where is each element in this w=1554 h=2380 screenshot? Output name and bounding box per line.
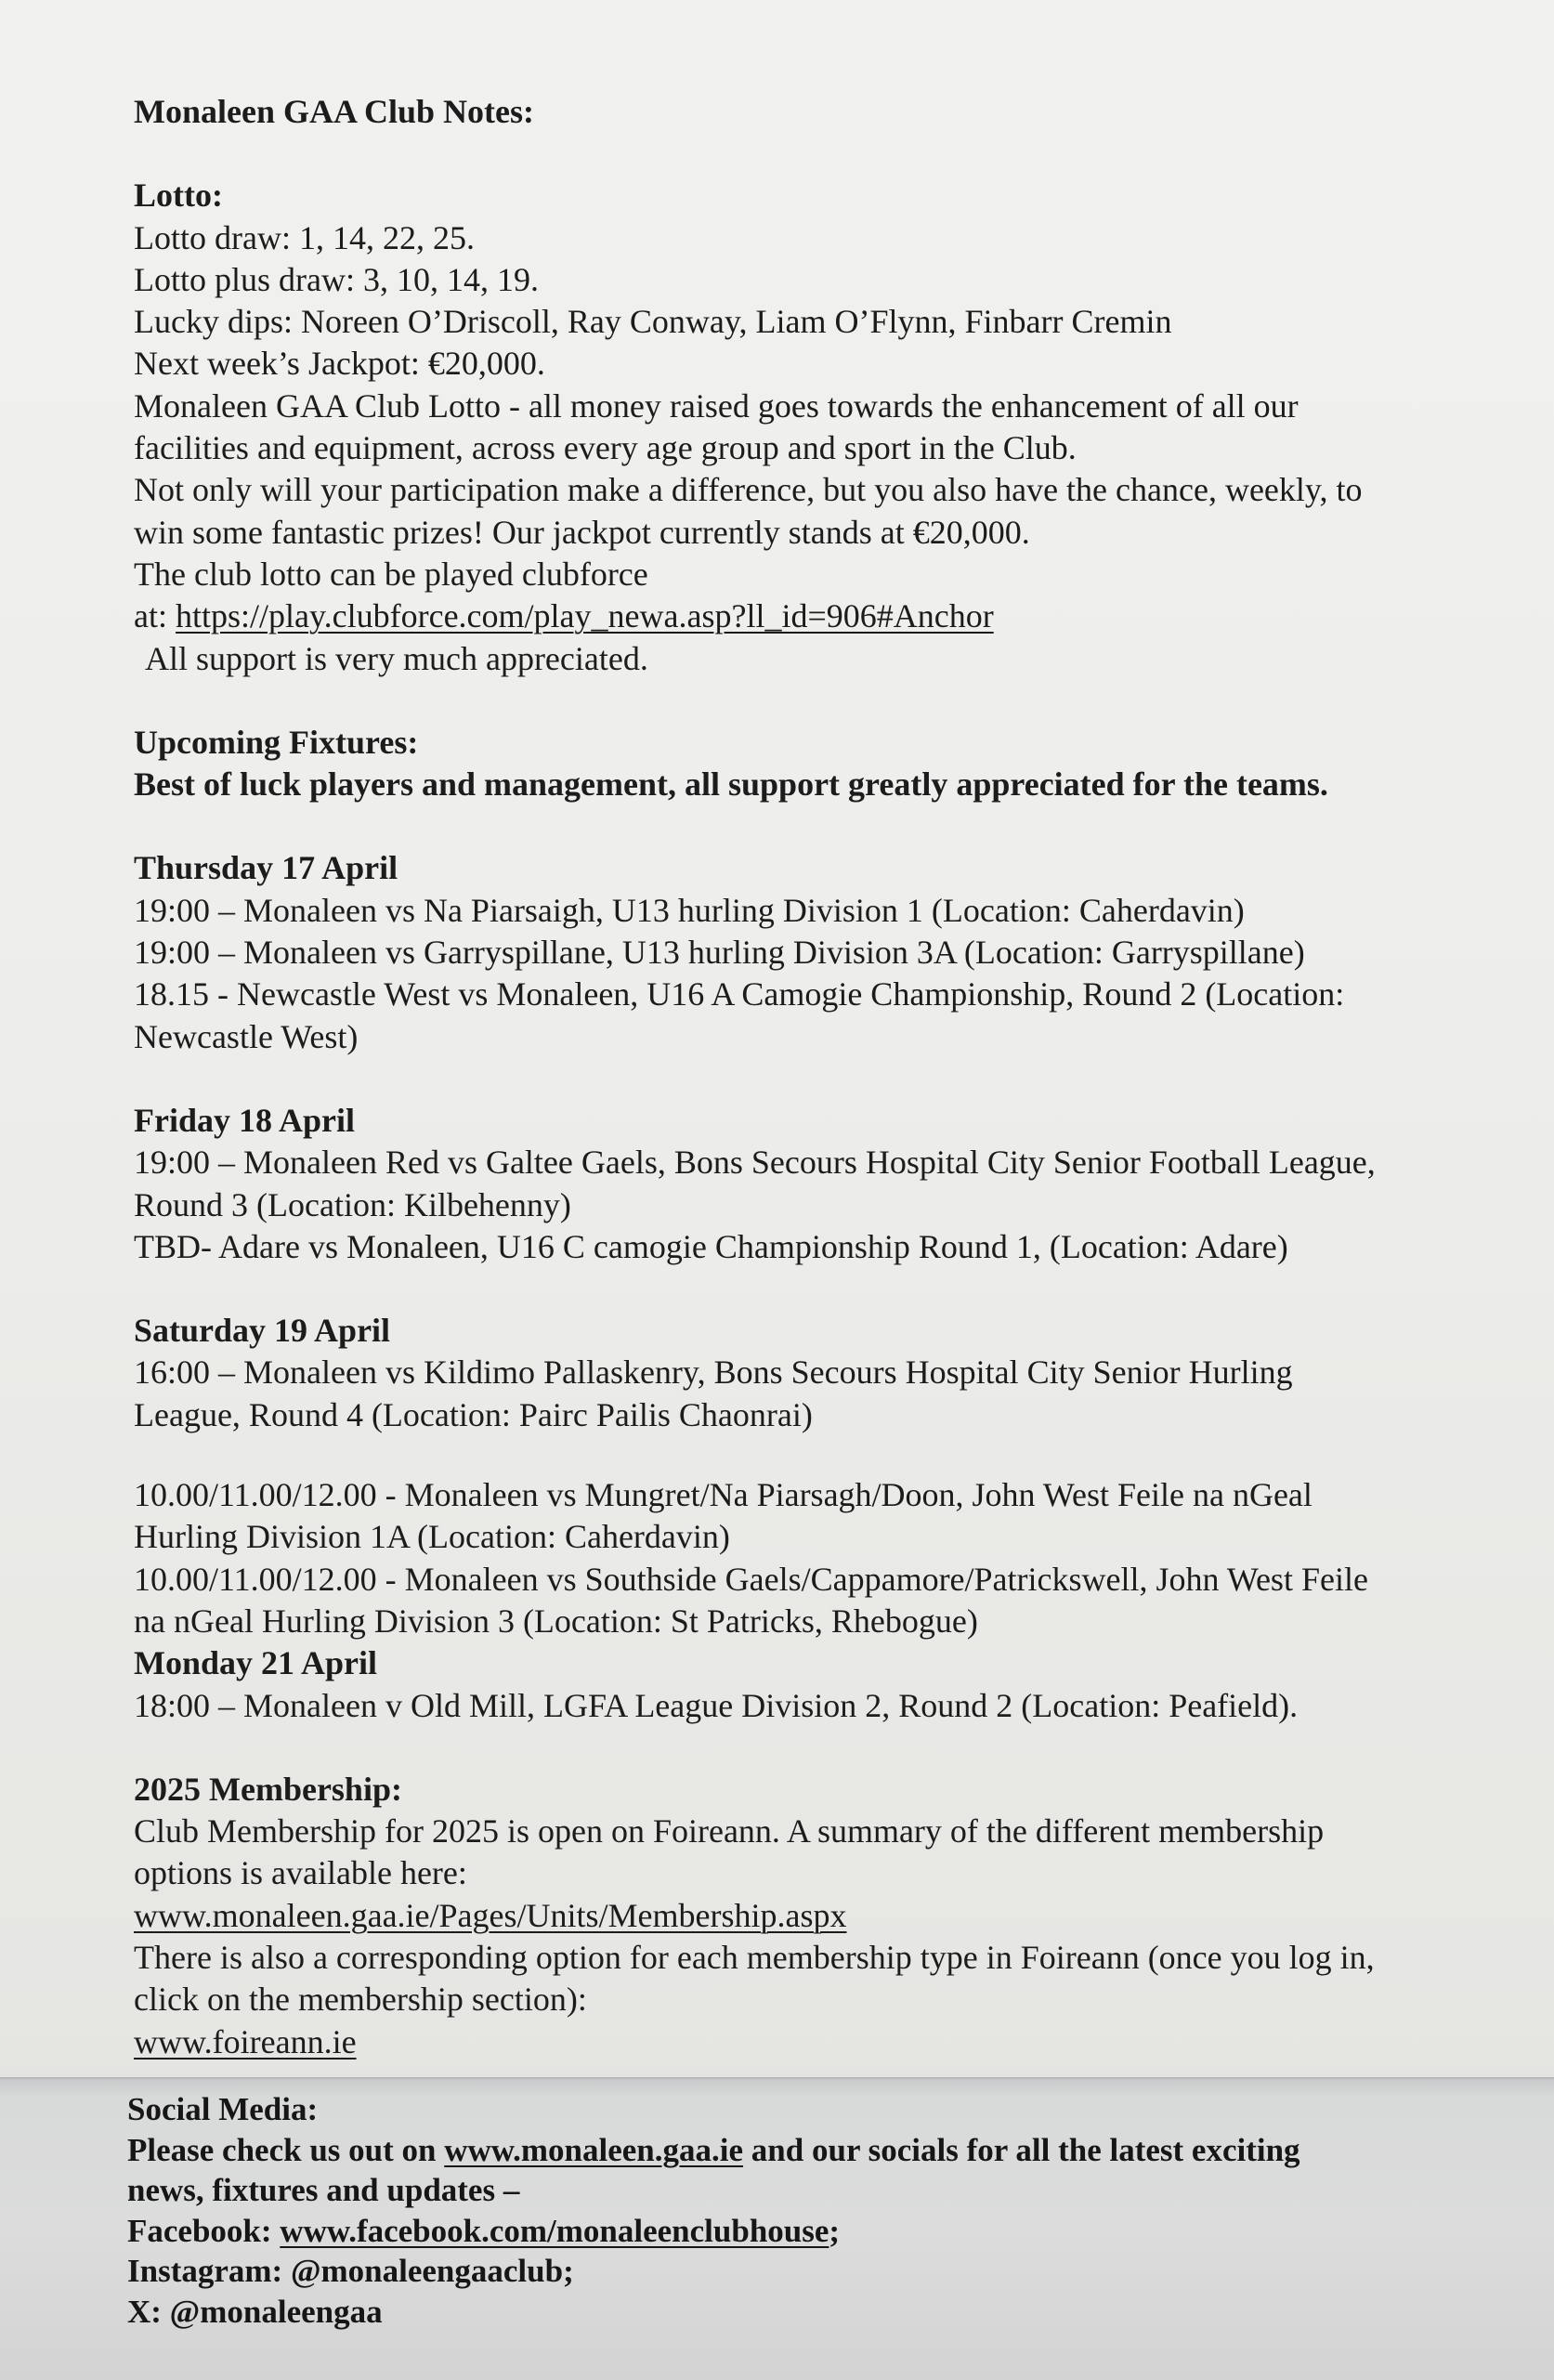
membership-line: There is also a corresponding option for each membership type in Foireann (once you log in, [134, 1938, 1375, 1976]
membership-heading: 2025 Membership: [134, 1770, 402, 1808]
friday-heading: Friday 18 April [134, 1101, 356, 1139]
fixture-line: 10.00/11.00/12.00 - Monaleen vs Mungret/Na Piarsagh/Doon, John West Feile na nGeal [134, 1476, 1312, 1514]
instagram-line: Instagram: @monaleengaaclub; [127, 2253, 574, 2290]
lotto-desc-2b: win some fantastic prizes! Our jackpot currently stands at €20,000. [134, 513, 1030, 551]
membership-line: Club Membership for 2025 is open on Foireann. A summary of the different membership [134, 1812, 1325, 1850]
lotto-desc-1a: Monaleen GAA Club Lotto - all money raised goes towards the enhancement of all our [134, 386, 1299, 425]
fixtures-heading: Upcoming Fixtures: [134, 723, 419, 761]
lotto-draw: Lotto draw: 1, 14, 22, 25. [134, 218, 475, 256]
lotto-plus-draw: Lotto plus draw: 3, 10, 14, 19. [134, 260, 539, 298]
social-media-section [127, 2089, 1502, 2333]
fixture-line: 19:00 – Monaleen vs Na Piarsaigh, U13 hurling Division 1 (Location: Caherdavin) [134, 891, 1245, 929]
membership-link[interactable]: www.monaleen.gaa.ie/Pages/Units/Membership.aspx [134, 1896, 847, 1934]
fixture-line: 16:00 – Monaleen vs Kildimo Pallaskenry, Bons Secours Hospital City Senior Hurling [134, 1353, 1293, 1392]
club-notes [134, 91, 1499, 2063]
saturday-heading: Saturday 19 April [134, 1312, 391, 1350]
thursday-heading: Thursday 17 April [134, 849, 398, 887]
fixture-line: na nGeal Hurling Division 3 (Location: St Patricks, Rhebogue) [134, 1602, 978, 1640]
fixture-line: 19:00 – Monaleen vs Garryspillane, U13 hurling Division 3A (Location: Garryspillane) [134, 934, 1305, 972]
lotto-at-prefix: at: [134, 597, 176, 635]
fixture-line: TBD- Adare vs Monaleen, U16 C camogie Championship Round 1, (Location: Adare) [134, 1227, 1288, 1265]
lotto-support: All support is very much appreciated. [145, 639, 648, 677]
social-prefix: Please check us out on [127, 2131, 445, 2168]
lotto-desc-1b: facilities and equipment, across every age group and sport in the Club. [134, 429, 1077, 467]
lotto-heading: Lotto: [134, 177, 223, 215]
fixture-line: Round 3 (Location: Kilbehenny) [134, 1185, 571, 1223]
facebook-prefix: Facebook: [127, 2212, 281, 2249]
fixture-line: Hurling Division 1A (Location: Caherdavin) [134, 1518, 730, 1556]
lotto-desc-2a: Not only will your participation make a difference, but you also have the chance, weekly, to [134, 471, 1363, 509]
fixture-line: 18:00 – Monaleen v Old Mill, LGFA League Division 2, Round 2 (Location: Peafield). [134, 1686, 1299, 1724]
website-link[interactable]: www.monaleen.gaa.ie [444, 2131, 744, 2168]
lotto-link[interactable]: https://play.clubforce.com/play_newa.asp?ll_id=906#Anchor [175, 597, 994, 635]
facebook-link[interactable]: www.facebook.com/monaleenclubhouse [280, 2212, 829, 2249]
fixture-line: 10.00/11.00/12.00 - Monaleen vs Southside Gaels/Cappamore/Patrickswell, John West Feile [134, 1560, 1368, 1598]
foireann-link[interactable]: www.foireann.ie [134, 2022, 357, 2060]
fixture-line: Newcastle West) [134, 1017, 359, 1055]
monday-heading: Monday 21 April [134, 1644, 378, 1682]
social-line-2: news, fixtures and updates – [127, 2172, 520, 2209]
fixture-line: League, Round 4 (Location: Pairc Pailis Chaonrai) [134, 1395, 813, 1433]
jackpot: Next week’s Jackpot: €20,000. [134, 345, 545, 383]
lotto-link-line [134, 595, 1499, 637]
fixture-line: 19:00 – Monaleen Red vs Galtee Gaels, Bons Secours Hospital City Senior Football League, [134, 1144, 1376, 1182]
lotto-play-text: The club lotto can be played clubforce [134, 555, 648, 593]
page-title: Monaleen GAA Club Notes: [134, 93, 534, 130]
fixtures-subheading: Best of luck players and management, all support greatly appreciated for the teams. [134, 765, 1328, 804]
facebook-line [127, 2211, 1502, 2252]
x-line: X: @monaleengaa [127, 2293, 383, 2330]
social-line-1 [127, 2130, 1502, 2171]
social-heading: Social Media: [127, 2091, 319, 2127]
social-suffix: and our socials for all the latest exciting [743, 2131, 1300, 2168]
facebook-suffix: ; [829, 2212, 841, 2249]
membership-line: click on the membership section): [134, 1981, 587, 2019]
lucky-dips: Lucky dips: Noreen O’Driscoll, Ray Conway, Liam O’Flynn, Finbarr Cremin [134, 303, 1172, 341]
membership-line: options is available here: [134, 1854, 467, 1892]
fixture-line: 18.15 - Newcastle West vs Monaleen, U16 A Camogie Championship, Round 2 (Location: [134, 975, 1345, 1013]
